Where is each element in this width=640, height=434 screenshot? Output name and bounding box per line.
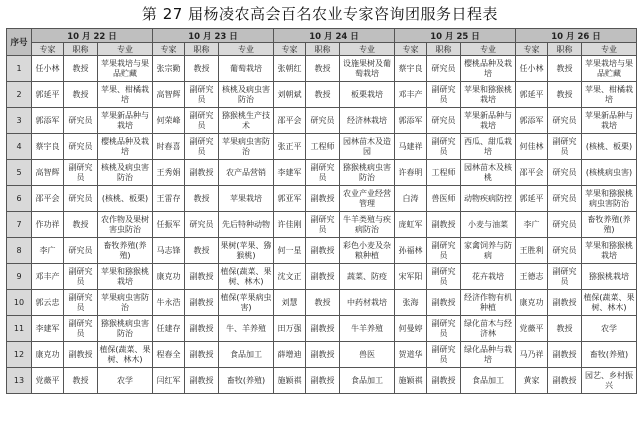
expert-name-cell: 刘慧	[274, 290, 306, 316]
expert-specialty-cell: 花卉栽培	[461, 264, 516, 290]
expert-title-cell: 教授	[64, 212, 98, 238]
expert-name-cell: 党薇平	[516, 316, 548, 342]
expert-specialty-cell: 猕猴桃生产技术	[219, 108, 274, 134]
expert-title-cell: 研究员	[64, 238, 98, 264]
table-row	[7, 82, 637, 108]
expert-title-cell: 副研究员	[427, 316, 461, 342]
expert-specialty-cell: 中药材栽培	[340, 290, 395, 316]
expert-specialty-cell: 苹果、柑橘栽培	[582, 82, 637, 108]
table-row	[7, 56, 637, 82]
expert-title-cell: 副教授	[185, 316, 219, 342]
date-header-row	[7, 29, 637, 43]
expert-specialty-cell: 农产品营销	[219, 160, 274, 186]
expert-specialty-cell: 农业产业经营管理	[340, 186, 395, 212]
seq-cell: 11	[7, 316, 32, 342]
expert-name-cell: 马志锋	[153, 238, 185, 264]
expert-specialty-cell: 樱桃品种及栽培	[461, 56, 516, 82]
expert-name-cell: 康克功	[32, 342, 64, 368]
expert-specialty-cell: 核桃及病虫害防治	[219, 82, 274, 108]
expert-title-cell: 教授	[306, 290, 340, 316]
expert-title-cell: 副教授	[548, 290, 582, 316]
expert-title-cell: 副研究员	[548, 134, 582, 160]
expert-specialty-cell: 苹果、柑橘栽培	[98, 82, 153, 108]
specialty-header: 专业	[340, 43, 395, 56]
seq-cell: 1	[7, 56, 32, 82]
expert-title-cell: 研究员	[548, 186, 582, 212]
expert-title-cell: 教授	[185, 238, 219, 264]
column-header-row	[7, 43, 637, 56]
expert-title-cell: 教授	[548, 316, 582, 342]
date-header: 10 月 26 日	[516, 29, 637, 43]
expert-name-cell: 高智辉	[32, 160, 64, 186]
seq-cell: 8	[7, 238, 32, 264]
expert-title-cell: 副研究员	[185, 108, 219, 134]
seq-cell: 5	[7, 160, 32, 186]
specialty-header: 专业	[582, 43, 637, 56]
expert-title-cell: 教授	[185, 56, 219, 82]
expert-specialty-cell: (核桃、板栗)	[98, 186, 153, 212]
expert-specialty-cell: 农学	[98, 368, 153, 394]
expert-title-cell: 教授	[64, 56, 98, 82]
expert-title-cell: 教授	[306, 56, 340, 82]
expert-specialty-cell: 经济林栽培	[340, 108, 395, 134]
expert-header: 专家	[395, 43, 427, 56]
expert-name-cell: 何荣峰	[153, 108, 185, 134]
expert-specialty-cell: 板栗栽培	[340, 82, 395, 108]
expert-specialty-cell: 植保(蔬菜、果树、林木)	[582, 290, 637, 316]
expert-title-cell: 教授	[64, 368, 98, 394]
expert-specialty-cell: 猕猴桃病虫害防治	[98, 316, 153, 342]
expert-header: 专家	[274, 43, 306, 56]
expert-specialty-cell: 动物疾病防控	[461, 186, 516, 212]
table-row	[7, 264, 637, 290]
expert-specialty-cell: 苹果和猕猴桃病虫害防治	[582, 186, 637, 212]
table-row	[7, 238, 637, 264]
date-header: 10 月 24 日	[274, 29, 395, 43]
expert-title-cell: 副教授	[548, 368, 582, 394]
expert-name-cell: 郭云忠	[32, 290, 64, 316]
expert-specialty-cell: 绿化品种与栽培	[461, 342, 516, 368]
expert-specialty-cell: 食品加工	[461, 368, 516, 394]
expert-name-cell: 王胜利	[516, 238, 548, 264]
expert-title-cell: 研究员	[427, 108, 461, 134]
table-row	[7, 316, 637, 342]
expert-title-cell: 工程师	[306, 134, 340, 160]
expert-specialty-cell: 彩色小麦及杂粮种植	[340, 238, 395, 264]
expert-name-cell: 李广	[516, 212, 548, 238]
expert-name-cell: 郭添军	[516, 108, 548, 134]
seq-cell: 12	[7, 342, 32, 368]
expert-specialty-cell: 植保(蔬菜、果树、林木)	[98, 342, 153, 368]
expert-title-cell: 研究员	[548, 108, 582, 134]
expert-title-cell: 研究员	[64, 186, 98, 212]
table-row	[7, 368, 637, 394]
expert-specialty-cell: 核桃及病虫害防治	[98, 160, 153, 186]
expert-title-cell: 副教授	[306, 238, 340, 264]
expert-specialty-cell: 苹果新品种与栽培	[98, 108, 153, 134]
expert-title-cell: 研究员	[548, 160, 582, 186]
expert-specialty-cell: 牛羊类殖与疾病防治	[340, 212, 395, 238]
expert-name-cell: 康克功	[516, 290, 548, 316]
expert-title-cell: 研究员	[548, 212, 582, 238]
expert-title-cell: 副教授	[185, 290, 219, 316]
expert-name-cell: 白涛	[395, 186, 427, 212]
expert-title-cell: 工程师	[427, 160, 461, 186]
expert-specialty-cell: 苹果新品种与栽培	[582, 108, 637, 134]
expert-specialty-cell: 牛羊养殖	[340, 316, 395, 342]
expert-name-cell: 邵平会	[516, 160, 548, 186]
expert-specialty-cell: 设施果树及葡萄栽培	[340, 56, 395, 82]
expert-name-cell: 宋军阳	[395, 264, 427, 290]
expert-name-cell: 郭延平	[516, 82, 548, 108]
page-title: 第 27 届杨凌农高会百名农业专家咨询团服务日程表	[141, 5, 499, 23]
expert-specialty-cell: 苹果和猕猴桃栽培	[98, 264, 153, 290]
seq-cell: 3	[7, 108, 32, 134]
expert-name-cell: 作功祥	[32, 212, 64, 238]
expert-name-cell: 李建军	[274, 160, 306, 186]
expert-title-cell: 副研究员	[64, 264, 98, 290]
expert-name-cell: 施颖祺	[395, 368, 427, 394]
seq-cell: 10	[7, 290, 32, 316]
expert-title-cell: 研究员	[64, 134, 98, 160]
expert-name-cell: 何曼婷	[395, 316, 427, 342]
expert-name-cell: 贺道华	[395, 342, 427, 368]
expert-title-cell: 副教授	[306, 342, 340, 368]
expert-title-cell: 副研究员	[427, 264, 461, 290]
seq-cell: 13	[7, 368, 32, 394]
expert-specialty-cell: (核桃病虫害)	[582, 160, 637, 186]
expert-specialty-cell: 园林苗木及核桃	[461, 160, 516, 186]
expert-title-cell: 教授	[64, 82, 98, 108]
expert-name-cell: 许佳刚	[274, 212, 306, 238]
expert-title-cell: 副研究员	[306, 160, 340, 186]
expert-title-cell: 副教授	[185, 264, 219, 290]
expert-specialty-cell: 植保(苹果病虫害)	[219, 290, 274, 316]
expert-specialty-cell: 果树(苹果、猕猴桃)	[219, 238, 274, 264]
expert-name-cell: 任小林	[516, 56, 548, 82]
expert-specialty-cell: (核桃、板栗)	[582, 134, 637, 160]
expert-name-cell: 康克功	[153, 264, 185, 290]
expert-name-cell: 李广	[32, 238, 64, 264]
expert-title-cell: 副教授	[185, 342, 219, 368]
expert-name-cell: 王雷存	[153, 186, 185, 212]
expert-specialty-cell: 畜牧养殖(养殖)	[582, 212, 637, 238]
expert-specialty-cell: 先后特种动物	[219, 212, 274, 238]
expert-name-cell: 邓丰产	[32, 264, 64, 290]
expert-header: 专家	[516, 43, 548, 56]
expert-specialty-cell: 葡萄栽培	[219, 56, 274, 82]
title-header: 职称	[306, 43, 340, 56]
expert-name-cell: 牛永浩	[153, 290, 185, 316]
specialty-header: 专业	[98, 43, 153, 56]
expert-title-cell: 副教授	[185, 160, 219, 186]
expert-specialty-cell: 畜牧(养殖)	[582, 342, 637, 368]
expert-name-cell: 何一星	[274, 238, 306, 264]
expert-specialty-cell: 苹果栽培与果品贮藏	[582, 56, 637, 82]
table-row	[7, 212, 637, 238]
expert-title-cell: 副研究员	[306, 212, 340, 238]
specialty-header: 专业	[461, 43, 516, 56]
expert-title-cell: 副研究员	[548, 264, 582, 290]
expert-name-cell: 邵平会	[274, 108, 306, 134]
expert-specialty-cell: 猕猴桃病虫害防治	[340, 160, 395, 186]
date-header: 10 月 25 日	[395, 29, 516, 43]
expert-name-cell: 张正平	[274, 134, 306, 160]
expert-title-cell: 副教授	[548, 342, 582, 368]
seq-cell: 4	[7, 134, 32, 160]
expert-specialty-cell: 绿化苗木与经济林	[461, 316, 516, 342]
expert-name-cell: 郭添军	[32, 108, 64, 134]
expert-title-cell: 副教授	[427, 368, 461, 394]
table-row	[7, 160, 637, 186]
seq-header: 序号	[7, 29, 32, 56]
expert-title-cell: 副教授	[185, 368, 219, 394]
expert-specialty-cell: 牛、羊养殖	[219, 316, 274, 342]
table-row	[7, 342, 637, 368]
title-header: 职称	[64, 43, 98, 56]
table-row	[7, 290, 637, 316]
expert-name-cell: 时春喜	[153, 134, 185, 160]
expert-specialty-cell: 园艺、乡村振兴	[582, 368, 637, 394]
expert-title-cell: 教授	[548, 56, 582, 82]
schedule-table	[6, 28, 637, 394]
expert-name-cell: 许春明	[395, 160, 427, 186]
expert-name-cell: 任振军	[153, 212, 185, 238]
table-row	[7, 134, 637, 160]
date-header: 10 月 23 日	[153, 29, 274, 43]
expert-header: 专家	[153, 43, 185, 56]
expert-name-cell: 高智辉	[153, 82, 185, 108]
expert-name-cell: 孙福林	[395, 238, 427, 264]
expert-name-cell: 闫红军	[153, 368, 185, 394]
expert-title-cell: 研究员	[427, 56, 461, 82]
expert-name-cell: 张朝红	[274, 56, 306, 82]
expert-specialty-cell: 猕猴桃栽培	[582, 264, 637, 290]
expert-name-cell: 邓丰产	[395, 82, 427, 108]
expert-name-cell: 任建存	[153, 316, 185, 342]
seq-cell: 2	[7, 82, 32, 108]
expert-name-cell: 施颖祺	[274, 368, 306, 394]
seq-cell: 6	[7, 186, 32, 212]
expert-name-cell: 王秀娟	[153, 160, 185, 186]
expert-specialty-cell: 苹果栽培与果品贮藏	[98, 56, 153, 82]
expert-specialty-cell: 农作物及果树害虫防治	[98, 212, 153, 238]
expert-title-cell: 研究员	[64, 108, 98, 134]
expert-specialty-cell: 西瓜、甜瓜栽培	[461, 134, 516, 160]
expert-name-cell: 任小林	[32, 56, 64, 82]
title-header: 职称	[548, 43, 582, 56]
expert-specialty-cell: 苹果新品种与栽培	[461, 108, 516, 134]
expert-name-cell: 何佳林	[516, 134, 548, 160]
expert-name-cell: 郭亚军	[274, 186, 306, 212]
date-header: 10 月 22 日	[32, 29, 153, 43]
expert-title-cell: 副教授	[306, 264, 340, 290]
expert-specialty-cell: 苹果栽培	[219, 186, 274, 212]
expert-specialty-cell: 食品加工	[340, 368, 395, 394]
expert-name-cell: 郭延平	[32, 82, 64, 108]
expert-title-cell: 研究员	[548, 238, 582, 264]
expert-specialty-cell: 苹果和猕猴桃栽培	[461, 82, 516, 108]
expert-title-cell: 副研究员	[427, 342, 461, 368]
expert-title-cell: 副研究员	[185, 134, 219, 160]
expert-name-cell: 张海	[395, 290, 427, 316]
expert-title-cell: 副教授	[306, 186, 340, 212]
expert-title-cell: 教授	[548, 82, 582, 108]
expert-name-cell: 张宗勤	[153, 56, 185, 82]
title-header: 职称	[427, 43, 461, 56]
expert-title-cell: 副教授	[306, 316, 340, 342]
expert-name-cell: 沈文正	[274, 264, 306, 290]
expert-specialty-cell: 园林苗木及造园	[340, 134, 395, 160]
table-row	[7, 108, 637, 134]
expert-title-cell: 研究员	[306, 108, 340, 134]
expert-name-cell: 蔡宇良	[32, 134, 64, 160]
seq-cell: 9	[7, 264, 32, 290]
expert-title-cell: 副教授	[306, 368, 340, 394]
expert-title-cell: 副研究员	[427, 134, 461, 160]
expert-title-cell: 副教授	[64, 342, 98, 368]
expert-specialty-cell: 畜牧养殖(养殖)	[98, 238, 153, 264]
expert-title-cell: 副研究员	[185, 82, 219, 108]
expert-specialty-cell: 苹果病虫害防治	[98, 290, 153, 316]
expert-title-cell: 副研究员	[427, 238, 461, 264]
specialty-header: 专业	[219, 43, 274, 56]
expert-name-cell: 程春全	[153, 342, 185, 368]
expert-name-cell: 党薇平	[32, 368, 64, 394]
expert-name-cell: 田万强	[274, 316, 306, 342]
expert-name-cell: 邵平会	[32, 186, 64, 212]
table-row	[7, 186, 637, 212]
expert-name-cell: 刘朝斌	[274, 82, 306, 108]
expert-name-cell: 李建军	[32, 316, 64, 342]
expert-specialty-cell: 蔬菜、防疫	[340, 264, 395, 290]
expert-specialty-cell: 农学	[582, 316, 637, 342]
expert-name-cell: 郭延平	[516, 186, 548, 212]
expert-specialty-cell: 樱桃品种及栽培	[98, 134, 153, 160]
expert-name-cell: 马乃祥	[516, 342, 548, 368]
expert-title-cell: 副研究员	[427, 82, 461, 108]
expert-specialty-cell: 经济作物有机种植	[461, 290, 516, 316]
expert-title-cell: 副研究员	[64, 290, 98, 316]
expert-specialty-cell: 小麦与油菜	[461, 212, 516, 238]
expert-title-cell: 副教授	[427, 212, 461, 238]
expert-name-cell: 庞虹军	[395, 212, 427, 238]
expert-title-cell: 研究员	[185, 212, 219, 238]
expert-name-cell: 蔡宇良	[395, 56, 427, 82]
expert-specialty-cell: 苹果和猕猴桃栽培	[582, 238, 637, 264]
expert-title-cell: 副研究员	[64, 316, 98, 342]
expert-specialty-cell: 兽医	[340, 342, 395, 368]
title-header: 职称	[185, 43, 219, 56]
expert-name-cell: 王德志	[516, 264, 548, 290]
expert-specialty-cell: 畜牧(养殖)	[219, 368, 274, 394]
expert-title-cell: 副研究员	[64, 160, 98, 186]
expert-name-cell: 马建祥	[395, 134, 427, 160]
expert-specialty-cell: 植保(蔬菜、果树、林木)	[219, 264, 274, 290]
expert-title-cell: 教授	[306, 82, 340, 108]
expert-title-cell: 副教授	[427, 290, 461, 316]
expert-header: 专家	[32, 43, 64, 56]
expert-name-cell: 郭添军	[395, 108, 427, 134]
expert-specialty-cell: 苹果病虫害防治	[219, 134, 274, 160]
expert-title-cell: 教授	[185, 186, 219, 212]
expert-title-cell: 兽医师	[427, 186, 461, 212]
seq-cell: 7	[7, 212, 32, 238]
expert-name-cell: 薛增迪	[274, 342, 306, 368]
expert-specialty-cell: 家禽饲养与防病	[461, 238, 516, 264]
expert-specialty-cell: 食品加工	[219, 342, 274, 368]
expert-name-cell: 黄家	[516, 368, 548, 394]
